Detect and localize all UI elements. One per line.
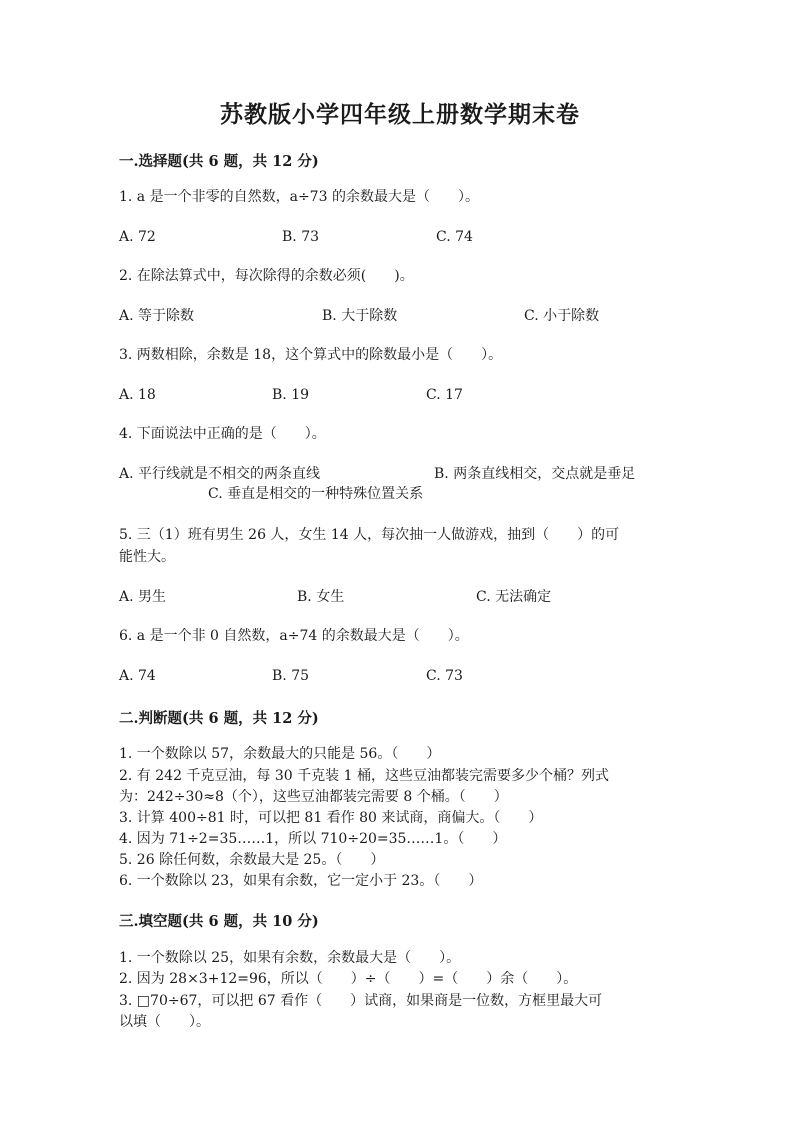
question-4: 4. 下面说法中正确的是（ ）。 <box>119 426 326 442</box>
judge-line-6: 5. 26 除任何数，余数最大是 25。（ ） <box>119 852 385 868</box>
option-4c: C. 垂直是相交的一种特殊位置关系 <box>208 486 424 502</box>
judge-line-3: 为：242÷30≈8（个），这些豆油都装完需要 8 个桶。（ ） <box>119 789 508 805</box>
option-4b: B. 两条直线相交，交点就是垂足 <box>434 466 636 482</box>
judge-line-5: 4. 因为 71÷2=35……1，所以 710÷20=35……1。（ ） <box>119 831 507 847</box>
judge-line-2: 2. 有 242 千克豆油，每 30 千克装 1 桶，这些豆油都装完需要多少个桶？列式 <box>119 768 609 784</box>
question-1: 1. a 是一个非零的自然数，a÷73 的余数最大是（ ）。 <box>119 189 479 205</box>
option-5c: C. 无法确定 <box>476 589 552 605</box>
option-3b: B. 19 <box>272 387 310 403</box>
option-6c: C. 73 <box>426 668 463 684</box>
judge-line-1: 1. 一个数除以 57，余数最大的只能是 56。（ ） <box>119 746 441 762</box>
section-heading-fill-in: 三.填空题(共 6 题，共 10 分) <box>119 913 319 930</box>
option-2b: B. 大于除数 <box>322 308 398 324</box>
question-6: 6. a 是一个非 0 自然数，a÷74 的余数最大是（ ）。 <box>119 628 469 644</box>
option-6b: B. 75 <box>272 668 310 684</box>
option-1a: A. 72 <box>119 229 156 245</box>
option-2a: A. 等于除数 <box>119 308 195 324</box>
question-5-line-2: 能性大。 <box>119 549 175 565</box>
option-3a: A. 18 <box>119 387 156 403</box>
question-5-line-1: 5. 三（1）班有男生 26 人，女生 14 人，每次抽一人做游戏，抽到（ ）的可 <box>119 527 620 543</box>
fill-line-3: 3. □70÷67，可以把 67 看作（ ）试商，如果商是一位数，方框里最大可 <box>119 993 603 1009</box>
option-1b: B. 73 <box>282 229 320 245</box>
fill-line-1: 1. 一个数除以 25，如果有余数，余数最大是（ ）。 <box>119 950 461 966</box>
option-4a: A. 平行线就是不相交的两条直线 <box>119 466 321 482</box>
option-2c: C. 小于除数 <box>524 308 600 324</box>
option-5a: A. 男生 <box>119 589 167 605</box>
fill-line-4: 以填（ ）。 <box>119 1014 210 1030</box>
option-1c: C. 74 <box>436 229 473 245</box>
option-5b: B. 女生 <box>297 589 345 605</box>
question-3: 3. 两数相除，余数是 18，这个算式中的除数最小是（ ）。 <box>119 347 503 363</box>
judge-line-7: 6. 一个数除以 23，如果有余数，它一定小于 23。（ ） <box>119 873 483 889</box>
fill-line-2: 2. 因为 28×3+12=96，所以（ ）÷（ ）=（ ）余（ ）。 <box>119 971 578 987</box>
page-title: 苏教版小学四年级上册数学期末卷 <box>220 101 580 128</box>
question-2: 2. 在除法算式中，每次除得的余数必须( )。 <box>119 268 414 284</box>
judge-line-4: 3. 计算 400÷81 时，可以把 81 看作 80 来试商，商偏大。（ ） <box>119 810 543 826</box>
option-6a: A. 74 <box>119 668 156 684</box>
option-3c: C. 17 <box>426 387 463 403</box>
section-heading-true-false: 二.判断题(共 6 题，共 12 分) <box>119 710 319 727</box>
section-heading-multiple-choice: 一.选择题(共 6 题，共 12 分) <box>119 153 319 170</box>
